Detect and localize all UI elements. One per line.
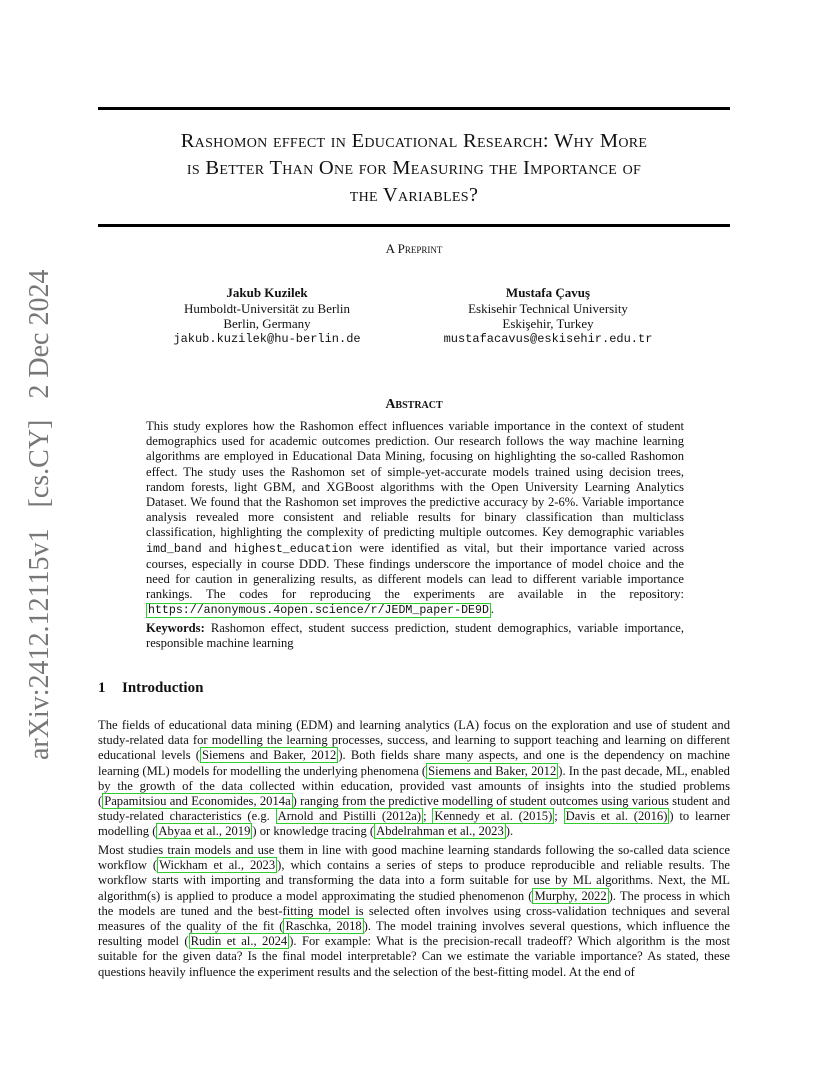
keywords-label: Keywords: bbox=[146, 621, 205, 635]
author-name: Mustafa Çavuş bbox=[505, 285, 591, 300]
title-line-3: the Variables? bbox=[349, 184, 479, 206]
author-2 bbox=[398, 285, 698, 347]
section-heading-introduction bbox=[98, 680, 203, 697]
citation-link[interactable]: Davis et al. (2016) bbox=[565, 809, 668, 824]
citation-link[interactable]: Siemens and Baker, 2012 bbox=[428, 763, 557, 778]
text: ). Both fields share many aspects, and one is the dependency on machine learning (ML) models for modelling the underlying phenomena ( bbox=[98, 748, 730, 778]
keywords-text: Rashomon effect, student success prediction, student demographics, variable importance, responsible machine learning bbox=[146, 621, 684, 651]
text: The fields of educational data mining (EDM) and learning analytics (LA) focus on the exploration and use of student and study-related data for modelling the learning processes, success, and learning to support teaching and learning on different educational levels ( bbox=[98, 718, 730, 763]
text: ) ranging from the predictive modelling of student outcomes using various student and study-related characteristics (e.g. bbox=[98, 794, 731, 824]
abstract-text-1: This study explores how the Rashomon effect influences variable importance in the context of student demographics used for academic outcomes prediction. Our research follows the way machine learning algorithms are employed in Educational Data Mining, focusing on highlighting the so-called Rashomon effect. The study uses the Rashomon set of simple-yet-accurate models trained using decision trees, random forests, light GBM, and XGBoost algorithms with the Open University Learning Analytics Dataset. We found that the Rashomon set improves the predictive accuracy by 2-6%. Variable importance analysis revealed more consistent and reliable results for binary classification than multiclass classification, highlighting the complexity of predicting multiple outcomes. Key demographic variables bbox=[146, 419, 684, 540]
keywords bbox=[146, 621, 684, 651]
arxiv-id[interactable]: arXiv:2412.12115v1 bbox=[24, 528, 55, 760]
arxiv-date: 2 Dec 2024 bbox=[24, 269, 55, 399]
preprint-label: A Preprint bbox=[385, 241, 443, 256]
text: Most studies train models and use them in line with good machine learning standards following the so-called data science workflow ( bbox=[98, 843, 730, 873]
text: ). In the past decade, ML, enabled by the growth of the data collected within education, provided vast amounts of insights into the studied problems ( bbox=[98, 763, 730, 809]
author-email[interactable]: jakub.kuzilek@hu-berlin.de bbox=[173, 331, 361, 346]
citation-link[interactable]: Abdelrahman et al., 2023 bbox=[376, 824, 504, 839]
text: ; bbox=[554, 809, 564, 824]
text: ) or knowledge tracing ( bbox=[252, 824, 375, 839]
code-highest-education: highest_education bbox=[234, 542, 353, 556]
title-line-2: is Better Than One for Measuring the Importance of bbox=[186, 157, 642, 179]
text: ) to learner modelling ( bbox=[98, 809, 730, 839]
section-number: 1 bbox=[98, 680, 106, 696]
text: ). For example: What is the precision-recall tradeoff? Which algorithm is the most suitable for the given data? Is the final model interpretable? Can we estimate the variable importance? As stated, these questions heavily influence the experiment results and the selection of the best-fitting model. At the end of bbox=[98, 934, 731, 979]
author-location: Eskişehir, Turkey bbox=[502, 316, 594, 331]
citation-link[interactable]: Rudin et al., 2024 bbox=[190, 934, 288, 949]
intro-paragraph-1 bbox=[98, 718, 730, 840]
author-name: Jakub Kuzilek bbox=[226, 285, 308, 300]
citation-link[interactable]: Raschka, 2018 bbox=[285, 919, 362, 934]
text: ), which contains a series of steps to produce reproducible and reliable results. The workflow starts with importing and transforming the data into a form suitable for use by ML algorithms. Next, the ML algorithm(s) is applied to produce a model approximating the studied phenomenon ( bbox=[98, 858, 731, 903]
author-affiliation: Humboldt-Universität zu Berlin bbox=[183, 300, 351, 316]
repository-link[interactable]: https://anonymous.4open.science/r/JEDM_paper-DE9D bbox=[148, 604, 489, 618]
paper-title bbox=[98, 128, 730, 209]
author-1 bbox=[117, 285, 417, 347]
intro-paragraph-2 bbox=[98, 843, 730, 980]
arxiv-identifier bbox=[20, 269, 60, 760]
title-bottom-rule bbox=[98, 224, 730, 227]
citation-link[interactable]: Murphy, 2022 bbox=[534, 888, 607, 903]
author-email[interactable]: mustafacavus@eskisehir.edu.tr bbox=[443, 331, 653, 346]
title-line-1: Rashomon effect in Educational Research: Why More bbox=[180, 130, 648, 152]
citation-link[interactable]: Siemens and Baker, 2012 bbox=[201, 748, 337, 763]
abstract-heading: Abstract bbox=[385, 397, 443, 412]
text: ). The model training involves several questions, which influence the resulting model ( bbox=[98, 919, 730, 949]
code-imd-band: imd_band bbox=[146, 542, 202, 556]
citation-link[interactable]: Abyaa et al., 2019 bbox=[158, 824, 251, 839]
author-location: Berlin, Germany bbox=[223, 316, 311, 331]
text: ; bbox=[423, 809, 433, 824]
arxiv-category: [cs.CY] bbox=[24, 419, 55, 508]
abstract-body bbox=[146, 419, 684, 619]
abstract-text-2: were identified as vital, but their importance varied across courses, especially in course DDD. These findings underscore the importance of model choice and the need for caution in generalizing results, as different models can lead to different variable importance rankings. The codes for reproducing the experiments are available in the repository: bbox=[146, 540, 684, 602]
section-title: Introduction bbox=[122, 680, 204, 696]
text: ). The process in which the models are tuned and the best-fitting model is selected often involves using cross-validation techniques and several measures of the quality of the fit ( bbox=[98, 888, 731, 934]
citation-link[interactable]: Kennedy et al. (2015) bbox=[434, 809, 553, 824]
text: ). bbox=[505, 824, 514, 839]
abstract-and: and bbox=[208, 540, 227, 555]
author-affiliation: Eskisehir Technical University bbox=[468, 300, 628, 316]
citation-link[interactable]: Arnold and Pistilli (2012a) bbox=[277, 809, 422, 824]
top-rule bbox=[98, 107, 730, 110]
citation-link[interactable]: Papamitsiou and Economides, 2014a bbox=[104, 794, 291, 809]
abstract-period: . bbox=[490, 602, 495, 617]
citation-link[interactable]: Wickham et al., 2023 bbox=[159, 858, 276, 873]
